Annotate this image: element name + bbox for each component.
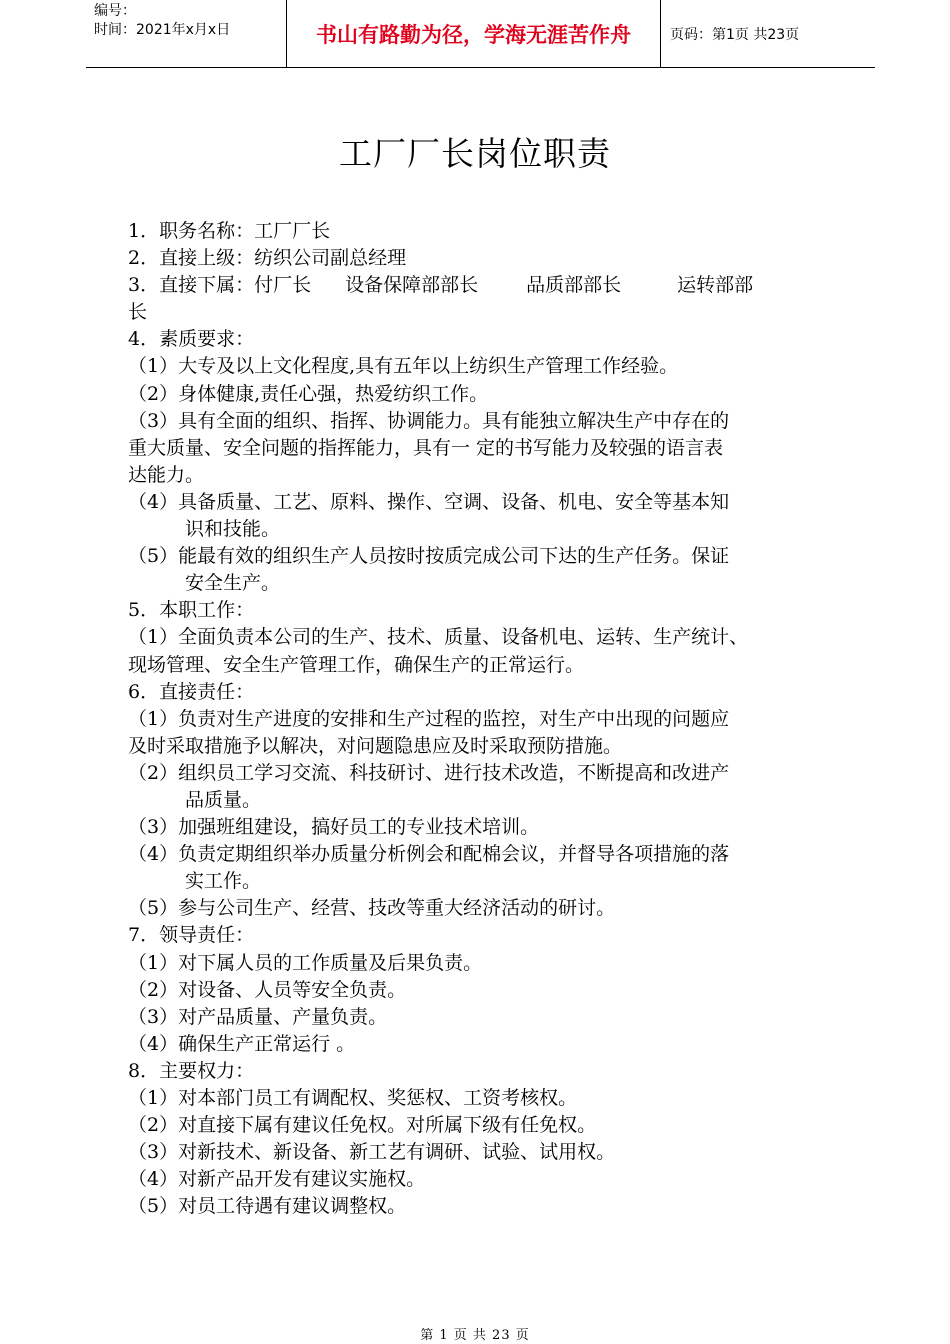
number-label: 编号：: [94, 3, 136, 19]
list-item-continued: 重大质量、安全问题的指挥能力，具有一 定的书写能力及较强的语言表: [128, 436, 724, 459]
section-1-line: 1．职务名称：工厂厂长: [128, 220, 331, 242]
list-item: （3）具有全面的组织、指挥、协调能力。具有能独立解决生产中存在的: [128, 409, 730, 432]
list-item-continued: 及时采取措施予以解决，对问题隐患应及时采取预防措施。: [128, 734, 623, 757]
list-item: （1）全面负责本公司的生产、技术、质量、设备机电、运转、生产统计、: [128, 626, 749, 649]
section-6-heading: 6．直接责任：: [128, 680, 255, 703]
section-7-heading: 7．领导责任：: [128, 924, 255, 947]
list-item: （1）大专及以上文化程度,具有五年以上纺织生产管理工作经验。: [128, 355, 679, 378]
list-item: （1）对下属人员的工作质量及后果负责。: [128, 951, 483, 974]
header-motto: 书山有路勤为径，学海无涯苦作舟: [287, 0, 661, 67]
list-item: （3）加强班组建设，搞好员工的专业技术培训。: [128, 816, 540, 839]
section-3-line: [128, 272, 850, 299]
list-item: （1）负责对生产进度的安排和生产过程的监控，对生产中出现的问题应: [128, 707, 730, 730]
page-footer: 第 1 页 共 23 页: [420, 1328, 530, 1343]
list-item: （4）负责定期组织举办质量分析例会和配棉会议，并督导各项措施的落: [128, 843, 730, 866]
list-item: （2）对直接下属有建议任免权。对所属下级有任免权。: [128, 1114, 597, 1137]
list-item: （1）对本部门员工有调配权、奖惩权、工资考核权。: [128, 1087, 578, 1109]
list-item: （3）对产品质量、产量负责。: [128, 1005, 388, 1028]
document-title: 工厂厂长岗位职责: [339, 134, 611, 173]
list-item-continued: 实工作。: [185, 870, 262, 893]
list-item: （3）对新技术、新设备、新工艺有调研、试验、试用权。: [128, 1141, 616, 1164]
subordinate-equipment: 设备保障部部长: [345, 274, 479, 297]
list-item: （5）能最有效的组织生产人员按时按质完成公司下达的生产任务。保证: [128, 545, 730, 568]
list-item: （2）组织员工学习交流、科技研讨、进行技术改造，不断提高和改进产: [128, 761, 730, 784]
subordinate-deputy: 3．直接下属：付厂长: [128, 274, 312, 297]
section-8-heading: 8．主要权力：: [128, 1059, 255, 1082]
list-item: （4）确保生产正常运行 。: [128, 1032, 356, 1055]
list-item: （5）对员工待遇有建议调整权。: [128, 1195, 407, 1218]
section-2-line: 2．直接上级：纺织公司副总经理: [128, 247, 407, 270]
document-body: [128, 218, 850, 1220]
date-label: 时间：2021年x月x日: [94, 22, 231, 38]
header-meta: [86, 0, 287, 67]
subordinate-quality: 品质部部长: [526, 274, 622, 297]
list-item: （4）对新产品开发有建议实施权。: [128, 1168, 426, 1191]
list-item-continued: 达能力。: [128, 463, 205, 486]
subordinate-operation: 运转部部: [677, 274, 754, 297]
list-item-continued: 识和技能。: [185, 518, 281, 541]
list-item-continued: 现场管理、安全生产管理工作，确保生产的正常运行。: [128, 653, 585, 676]
list-item: （4）具备质量、工艺、原料、操作、空调、设备、机电、安全等基本知: [128, 490, 730, 513]
list-item-continued: 品质量。: [185, 788, 262, 811]
header-page-info: 页码：第1页 共23页: [670, 26, 800, 43]
list-item: （2）对设备、人员等安全负责。: [128, 978, 407, 1001]
list-item: （5）参与公司生产、经营、技改等重大经济活动的研讨。: [128, 897, 616, 920]
section-3-wrap: 长: [128, 301, 148, 324]
list-item: （2）身体健康,责任心强，热爱纺织工作。: [128, 382, 489, 405]
list-item-continued: 安全生产。: [185, 572, 281, 595]
page-header: [86, 0, 875, 68]
section-4-heading: 4．素质要求：: [128, 328, 255, 351]
section-5-heading: 5．本职工作：: [128, 599, 255, 622]
